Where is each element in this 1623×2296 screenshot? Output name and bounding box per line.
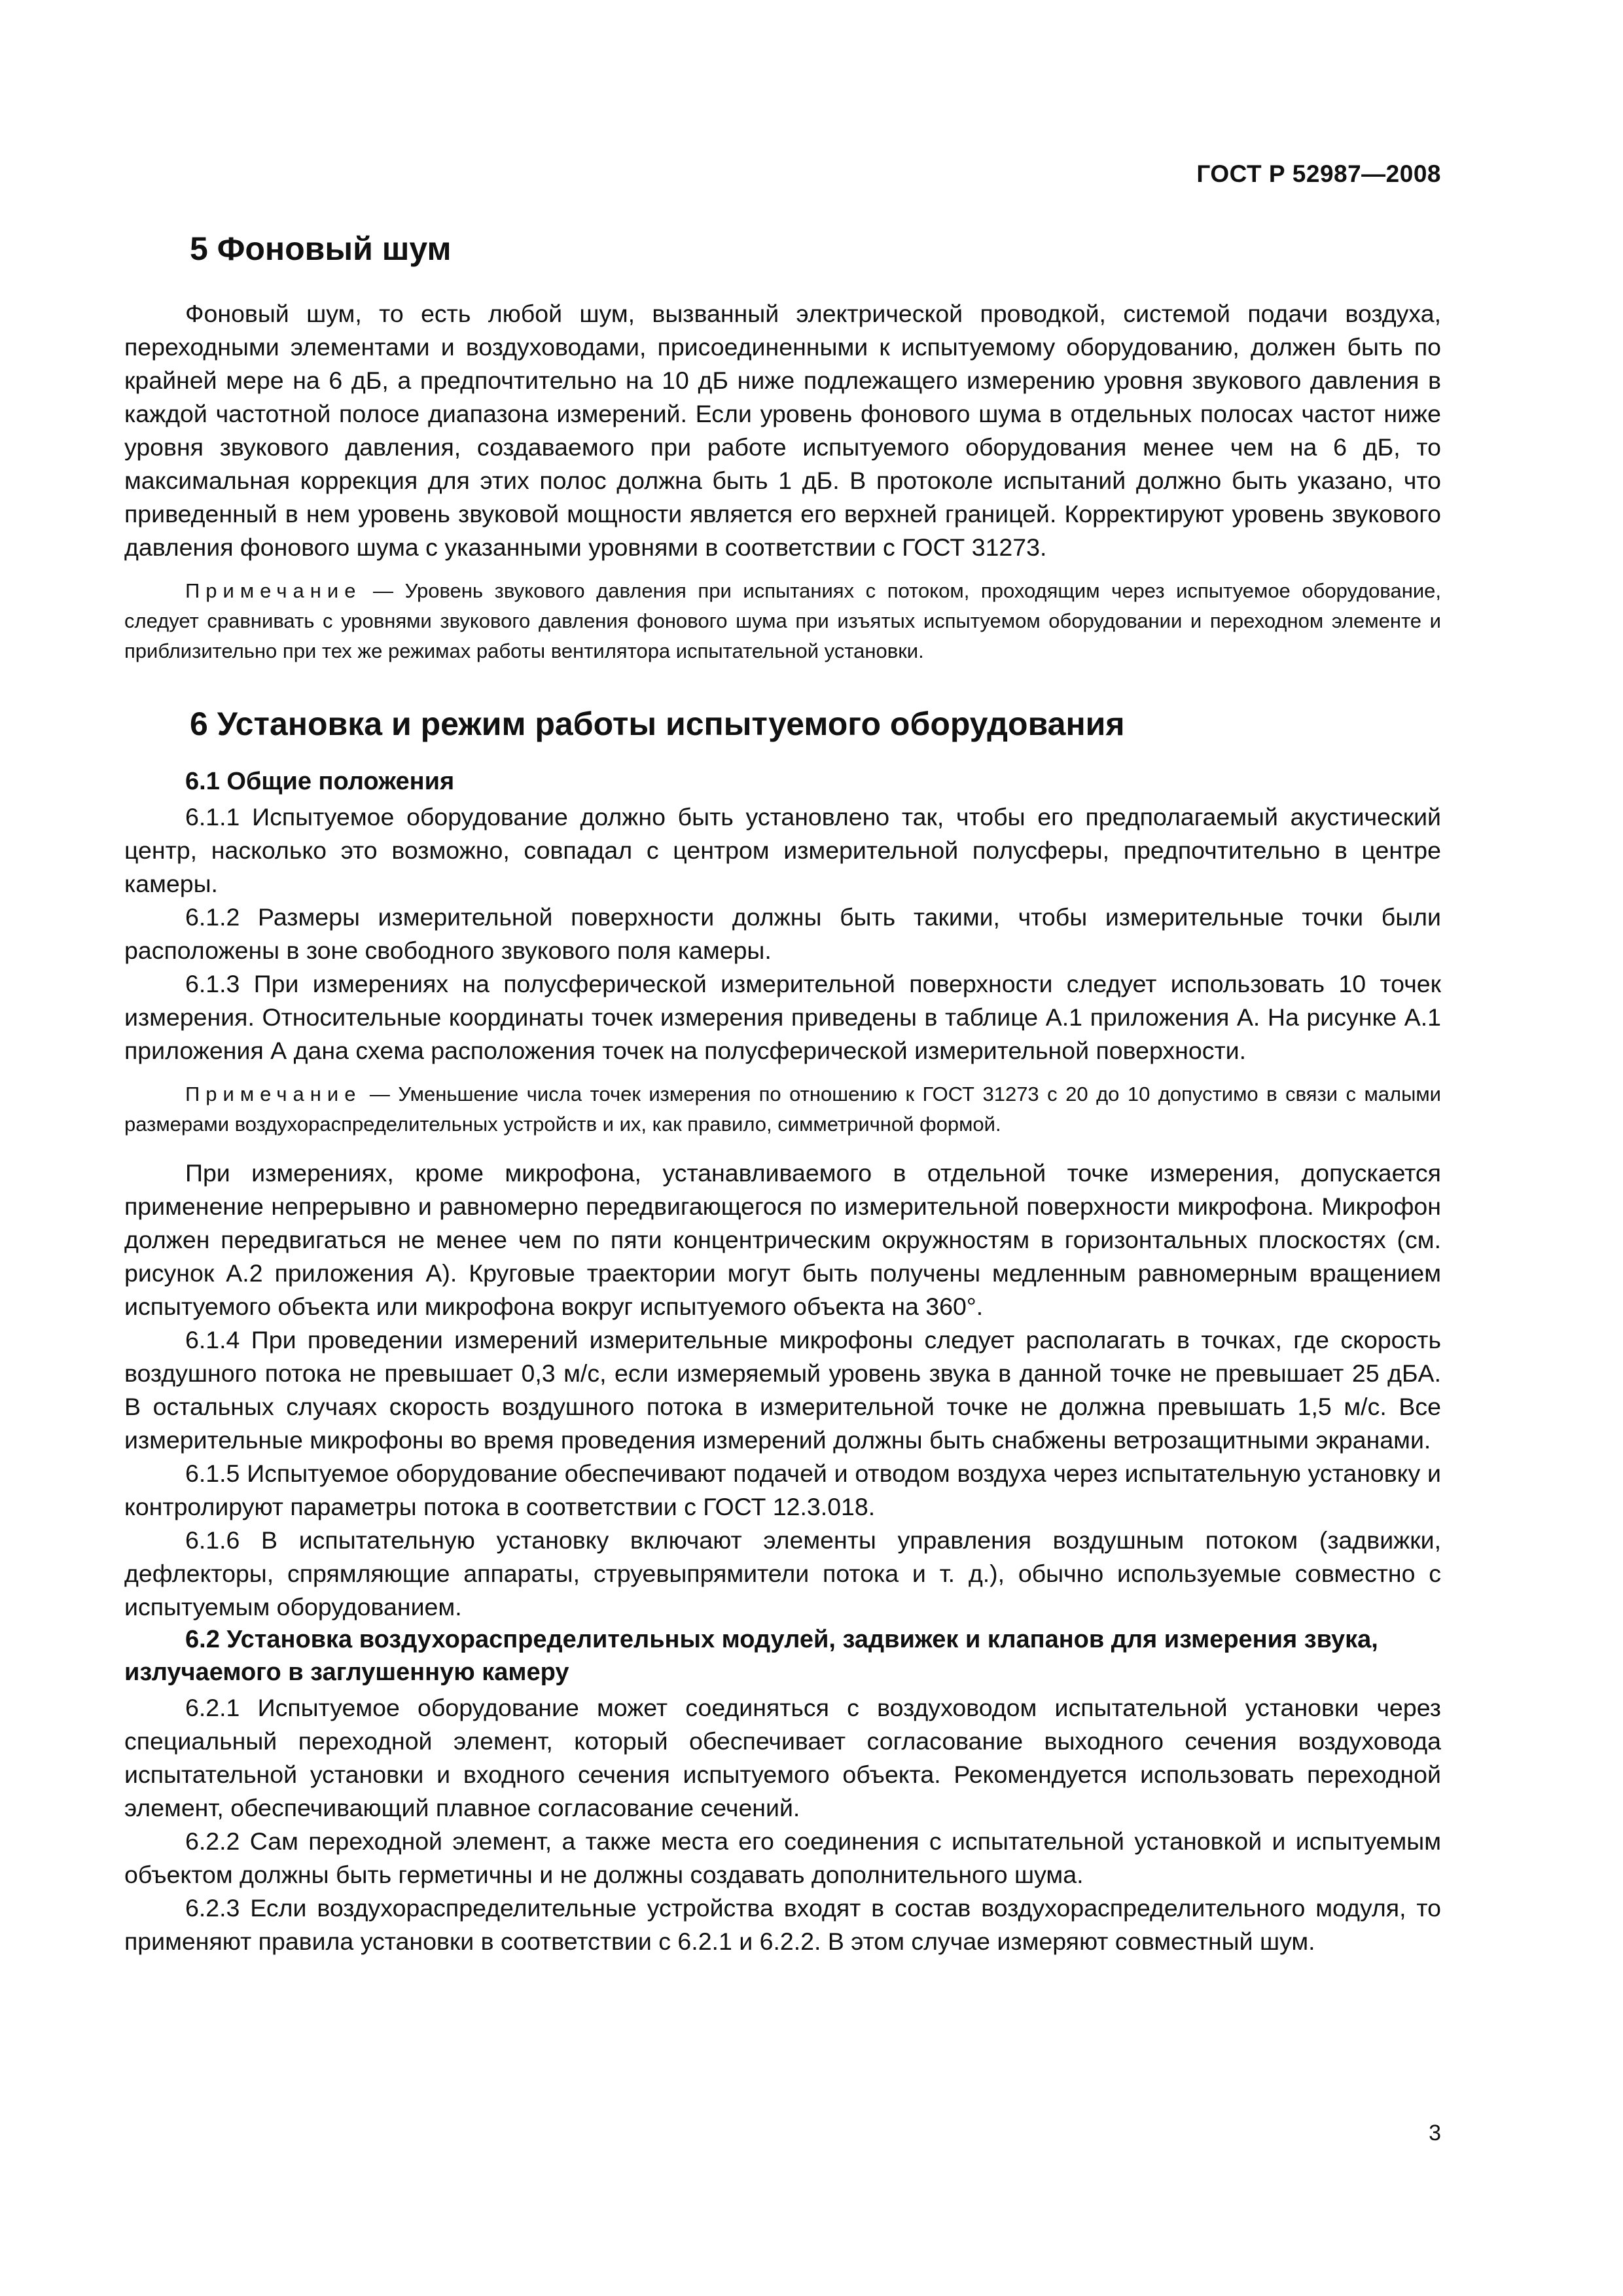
subsection-6-2-heading: 6.2 Установка воздухораспределительных модулей, задвижек и клапанов для измерения звука, излучаемого в заглушенную камеру xyxy=(124,1626,1378,1686)
note-text: — Уменьшение числа точек измерения по отношению к ГОСТ 31273 с 20 до 10 допустимо в связи с малыми размерами воздухораспределительных устройств и их, как правило, симметричной формой. xyxy=(124,1083,1441,1136)
section-5-heading: 5 Фоновый шум xyxy=(190,230,452,267)
page-content xyxy=(124,229,1441,1958)
clause-6-2-2: 6.2.2 Сам переходной элемент, а также места его соединения с испытательной установкой и испытуемым объектом должны быть герметичны и не должны создавать дополнительного шума. xyxy=(124,1827,1441,1889)
clause-6-1-5: 6.1.5 Испытуемое оборудование обеспечивают подачей и отводом воздуха через испытательную установку и контролируют параметры потока в соответствии с ГОСТ 12.3.018. xyxy=(124,1460,1441,1521)
document-identifier: ГОСТ Р 52987—2008 xyxy=(1196,160,1441,187)
page-number: 3 xyxy=(1429,2121,1441,2145)
subsection-6-1-heading: 6.1 Общие положения xyxy=(185,768,455,795)
clause-6-2-3: 6.2.3 Если воздухораспределительные устройства входят в состав воздухораспределительного модуля, то применяют правила установки в соответствии с 6.2.1 и 6.2.2. В этом случае измеряют совместный шум. xyxy=(124,1894,1441,1956)
section-5-note xyxy=(124,576,1441,666)
clause-6-1-6: 6.1.6 В испытательную установку включают элементы управления воздушным потоком (задвижки, дефлекторы, спрямляющие аппараты, струевыпрямители потока и т. д.), обычно используемые совместно с испытуемым оборудованием. xyxy=(124,1526,1441,1621)
note-label: Примечание xyxy=(185,1083,362,1106)
clause-6-1-1: 6.1.1 Испытуемое оборудование должно быть установлено так, чтобы его предполагаемый акустический центр, насколько это возможно, совпадал с центром измерительной полусферы, предпочтительно в центре камеры. xyxy=(124,803,1441,898)
clause-6-1-3: 6.1.3 При измерениях на полусферической измерительной поверхности следует использовать 10 точек измерения. Относительные координаты точек измерения приведены в таблице А.1 приложения А. На рисунке А.1 приложения А дана схема расположения точек на полусферической измерительной поверхности. xyxy=(124,970,1441,1065)
note-label: Примечание xyxy=(185,579,362,602)
clause-6-1-4: 6.1.4 При проведении измерений измерительные микрофоны следует располагать в точках, где скорость воздушного потока не превышает 0,3 м/с, если измеряемый уровень звука в данной точке не превышает 25 дБA. В остальных случаях скорость воздушного потока в измерительной точке не должна превышать 1,5 м/с. Все измерительные микрофоны во время проведения измерений должны быть снабжены ветрозащитными экранами. xyxy=(124,1326,1441,1454)
note-text: — Уровень звукового давления при испытаниях с потоком, проходящим через испытуемое оборудование, следует сравнивать с уровнями звукового давления фонового шума при изъятых испытуемом оборудовании и переходном элементе и приблизительно при тех же режимах работы вентилятора испытательной установки. xyxy=(124,579,1441,662)
section-6-heading: 6 Установка и режим работы испытуемого оборудования xyxy=(190,706,1125,742)
clause-6-1-3-note xyxy=(124,1079,1441,1139)
microphone-paragraph: При измерениях, кроме микрофона, устанавливаемого в отдельной точке измерения, допускается применение непрерывно и равномерно передвигающегося по измерительной поверхности микрофона. Микрофон должен передвигаться не менее чем по пяти концентрическим окружностям в горизонтальных плоскостях (см. рисунок А.2 приложения А). Круговые траектории могут быть получены медленным равномерным вращением испытуемого объекта или микрофона вокруг испытуемого объекта на 360°. xyxy=(124,1159,1441,1321)
clause-6-1-2: 6.1.2 Размеры измерительной поверхности должны быть такими, чтобы измерительные точки были расположены в зоне свободного звукового поля камеры. xyxy=(124,903,1441,965)
clause-6-2-1: 6.2.1 Испытуемое оборудование может соединяться с воздуховодом испытательной установки через специальный переходной элемент, который обеспечивает согласование выходного сечения воздуховода испытательной установки и входного сечения испытуемого объекта. Рекомендуется использовать переходной элемент, обеспечивающий плавное согласование сечений. xyxy=(124,1694,1441,1822)
section-5-paragraph: Фоновый шум, то есть любой шум, вызванный электрической проводкой, системой подачи воздуха, переходными элементами и воздуховодами, присоединенными к испытуемому оборудованию, должен быть по крайней мере на 6 дБ, а предпочтительно на 10 дБ ниже подлежащего измерению уровня звукового давления в каждой частотной полосе диапазона измерений. Если уровень фонового шума в отдельных полосах частот ниже уровня звукового давления, создаваемого при работе испытуемого оборудования менее чем на 6 дБ, то максимальная коррекция для этих полос должна быть 1 дБ. В протоколе испытаний должно быть указано, что приведенный в нем уровень звуковой мощности является его верхней границей. Корректируют уровень звукового давления фонового шума с указанными уровнями в соответствии с ГОСТ 31273. xyxy=(124,300,1441,561)
